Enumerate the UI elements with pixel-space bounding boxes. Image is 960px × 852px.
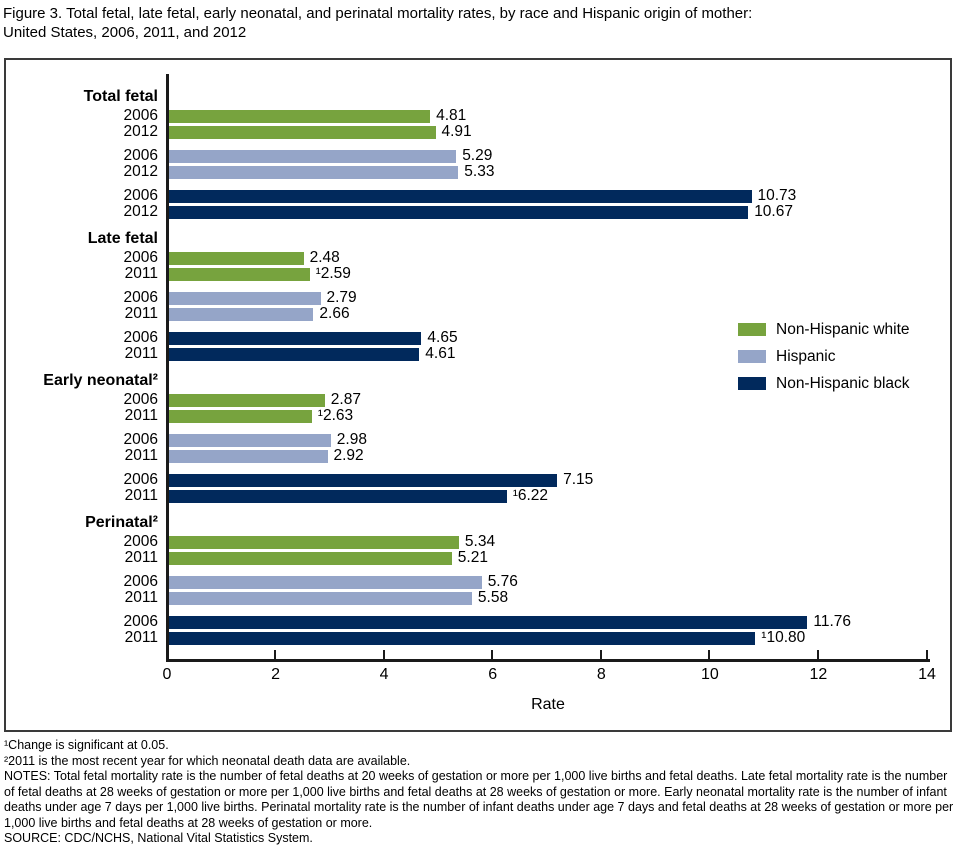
- x-axis-tick: [926, 650, 928, 659]
- year-label: 2006: [123, 533, 158, 550]
- bar-row: [6, 108, 950, 124]
- bar: [169, 268, 310, 281]
- x-axis-tick-label: 2: [271, 666, 281, 683]
- value-label: 4.91: [441, 123, 472, 140]
- year-label: 2006: [123, 329, 158, 346]
- year-label: 2006: [123, 471, 158, 488]
- value-label: ¹2.63: [317, 407, 354, 424]
- bar: [169, 394, 325, 407]
- legend-item: [738, 316, 910, 343]
- bar: [169, 490, 507, 503]
- footnote-notes: NOTES: Total fetal mortality rate is the number of fetal deaths at 20 weeks of gestation or more per 1,000 live births and fetal deaths. Late fetal mortality rate is the number of fetal deaths at 28 weeks of gestation or more per 1,000 live births and fetal deaths at 28 weeks of gestation or more. Early neonatal mortality rate is the number of infant deaths under age 7 days per 1,000 live births. Perinatal mortality rate is the number of infant deaths under age 7 days and fetal deaths at 28 weeks of gestation or more per 1,000 live births and fetal deaths at 28 weeks of gestation or more.: [4, 769, 954, 830]
- bar: [169, 410, 312, 423]
- value-label: 5.58: [477, 589, 509, 606]
- group-label: Perinatal²: [85, 514, 158, 531]
- x-axis-tick-label: 0: [162, 666, 172, 683]
- year-label: 2006: [123, 431, 158, 448]
- bar: [169, 292, 321, 305]
- bar-row: [6, 432, 950, 448]
- bar-group: [6, 86, 950, 220]
- chart-area: [4, 58, 952, 732]
- legend-label: Non-Hispanic white: [776, 320, 910, 338]
- value-label: 10.67: [754, 203, 793, 220]
- year-label: 2011: [124, 629, 158, 646]
- year-label: 2006: [123, 289, 158, 306]
- bar-row: [6, 124, 950, 140]
- legend: [738, 316, 910, 397]
- value-label: 5.34: [464, 533, 496, 550]
- legend-swatch: [738, 323, 766, 336]
- year-label: 2011: [124, 487, 158, 504]
- value-label: 2.79: [326, 289, 357, 306]
- bar-row: [6, 550, 950, 566]
- value-label: 2.66: [319, 305, 350, 322]
- year-label: 2011: [124, 305, 158, 322]
- bar-row: [6, 488, 950, 504]
- year-label: 2012: [123, 203, 158, 220]
- x-axis-tick-label: 4: [379, 666, 389, 683]
- legend-label: Hispanic: [776, 347, 836, 365]
- group-label: Late fetal: [87, 230, 158, 247]
- bar-row: [6, 188, 950, 204]
- bar: [169, 450, 328, 463]
- value-label: 5.21: [457, 549, 488, 566]
- x-axis-tick: [274, 650, 276, 659]
- x-axis-tick-label: 12: [809, 666, 828, 683]
- year-label: 2011: [124, 345, 158, 362]
- bar: [169, 474, 557, 487]
- bar-row: [6, 630, 950, 646]
- bar-row: [6, 290, 950, 306]
- bar-row: [6, 614, 950, 630]
- x-axis-tick: [383, 650, 385, 659]
- footnote-1: ¹Change is significant at 0.05.: [4, 738, 169, 752]
- x-axis-tick: [166, 650, 168, 659]
- year-label: 2012: [123, 163, 158, 180]
- year-label: 2011: [124, 447, 158, 464]
- bar: [169, 552, 452, 565]
- bar-row: [6, 148, 950, 164]
- x-axis-title: Rate: [531, 696, 565, 713]
- bar-row: [6, 472, 950, 488]
- bar: [169, 434, 331, 447]
- value-label: 2.92: [333, 447, 364, 464]
- year-label: 2012: [123, 123, 158, 140]
- legend-swatch: [738, 350, 766, 363]
- bar: [169, 166, 458, 179]
- figure-title-line1: Figure 3. Total fetal, late fetal, early neonatal, and perinatal mortality rates, by race and Hispanic origin of mother:: [3, 5, 753, 22]
- bar: [169, 252, 304, 265]
- value-label: 4.65: [427, 329, 458, 346]
- year-label: 2011: [124, 549, 158, 566]
- value-label: 10.73: [757, 187, 797, 204]
- year-label: 2011: [124, 589, 158, 606]
- value-label: 11.76: [813, 613, 852, 630]
- bar: [169, 150, 456, 163]
- legend-item: [738, 370, 910, 397]
- x-axis-tick: [600, 650, 602, 659]
- year-label: 2006: [123, 187, 158, 204]
- bar: [169, 190, 752, 203]
- bar: [169, 592, 472, 605]
- bar: [169, 616, 807, 629]
- x-axis-line: [166, 659, 930, 662]
- bar-row: [6, 164, 950, 180]
- bar: [169, 536, 459, 549]
- bar: [169, 206, 748, 219]
- value-label: 7.15: [563, 471, 594, 488]
- bar-row: [6, 250, 950, 266]
- bar-row: [6, 204, 950, 220]
- x-axis-tick-label: 6: [488, 666, 498, 683]
- year-label: 2011: [124, 265, 158, 282]
- x-axis-tick-label: 8: [596, 666, 606, 683]
- figure-title: [3, 4, 957, 42]
- group-label: Total fetal: [83, 88, 158, 105]
- value-label: ¹2.59: [315, 265, 351, 282]
- year-label: 2006: [123, 391, 158, 408]
- bar-row: [6, 408, 950, 424]
- legend-item: [738, 343, 910, 370]
- value-label: ¹6.22: [512, 487, 549, 504]
- year-label: 2006: [123, 107, 158, 124]
- bar: [169, 576, 482, 589]
- x-axis-tick-label: 14: [918, 666, 936, 683]
- value-label: 4.61: [425, 345, 456, 362]
- legend-label: Non-Hispanic black: [776, 374, 910, 392]
- y-axis-line: [166, 74, 169, 661]
- bar: [169, 332, 421, 345]
- year-label: 2006: [123, 573, 158, 590]
- bar-row: [6, 574, 950, 590]
- bar-group: [6, 512, 950, 646]
- bar: [169, 126, 436, 139]
- value-label: 2.87: [330, 391, 361, 408]
- footnotes: [4, 738, 956, 847]
- value-label: 4.81: [436, 107, 467, 124]
- value-label: ¹10.80: [761, 629, 806, 646]
- year-label: 2006: [123, 613, 158, 630]
- x-axis-tick: [817, 650, 819, 659]
- figure-title-line2: United States, 2006, 2011, and 2012: [3, 24, 247, 41]
- footnote-source: SOURCE: CDC/NCHS, National Vital Statistics System.: [4, 831, 313, 845]
- value-label: 2.98: [336, 431, 367, 448]
- bar: [169, 110, 430, 123]
- bar-row: [6, 448, 950, 464]
- bar-row: [6, 266, 950, 282]
- legend-swatch: [738, 377, 766, 390]
- year-label: 2006: [123, 249, 158, 266]
- value-label: 2.48: [309, 249, 340, 266]
- value-label: 5.33: [464, 163, 495, 180]
- x-axis-tick: [708, 650, 710, 659]
- year-label: 2006: [123, 147, 158, 164]
- bar-row: [6, 534, 950, 550]
- bar: [169, 308, 313, 321]
- value-label: 5.29: [462, 147, 493, 164]
- x-axis-tick-label: 10: [700, 666, 719, 683]
- bar-row: [6, 590, 950, 606]
- value-label: 5.76: [487, 573, 518, 590]
- footnote-2: ²2011 is the most recent year for which neonatal death data are available.: [4, 753, 411, 768]
- bar: [169, 348, 419, 361]
- x-axis-tick: [491, 650, 493, 659]
- group-label: Early neonatal²: [43, 372, 158, 389]
- year-label: 2011: [124, 407, 158, 424]
- bar: [169, 632, 755, 645]
